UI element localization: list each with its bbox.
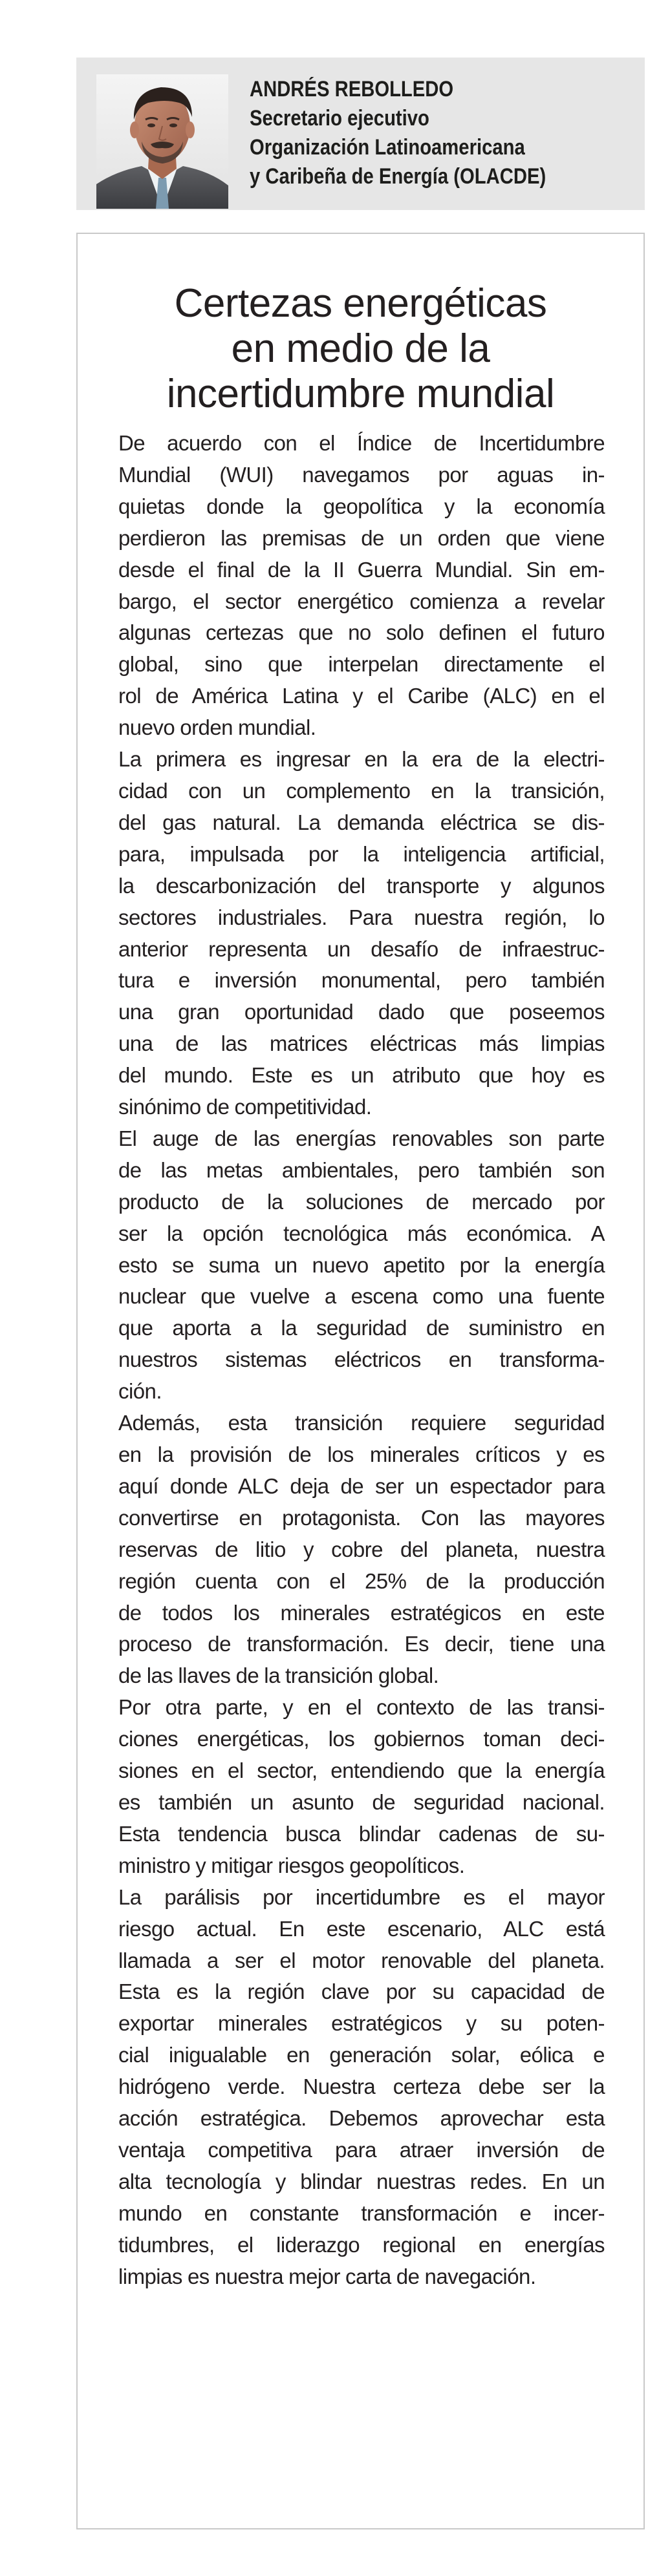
paragraph-line: ministro y mitigar riesgos geopolíticos.	[118, 1853, 465, 1877]
paragraph-line: reservas de litio y cobre del planeta, nuestra	[118, 1537, 605, 1561]
paragraph-line: ción.	[118, 1379, 162, 1404]
paragraph-line: es también un asunto de seguridad nacional.	[118, 1789, 605, 1814]
paragraph-line: nuevo orden mundial.	[118, 715, 316, 740]
paragraph-line: mundo en constante transformación e incer-	[118, 2201, 605, 2225]
paragraph-line: Además, esta transición requiere seguridad	[118, 1411, 605, 1435]
paragraph-line: región cuenta con el 25% de la producción	[118, 1568, 605, 1593]
paragraph-line: ventaja competitiva para atraer inversión de	[118, 2137, 605, 2162]
paragraph-line: aquí donde ALC deja de ser un espectador para	[118, 1473, 605, 1498]
paragraph-line: en la provisión de los minerales críticos y es	[118, 1442, 605, 1466]
paragraph-line: nuestros sistemas eléctricos en transforma-	[118, 1347, 605, 1372]
article-paragraph	[118, 1123, 605, 1408]
paragraph-line: tidumbres, el liderazgo regional en energías	[118, 2232, 605, 2257]
paragraph-line: alta tecnología y blindar nuestras redes. En un	[118, 2169, 605, 2193]
paragraph-line: acción estratégica. Debemos aprovechar esta	[118, 2106, 605, 2131]
paragraph-line: perdieron las premisas de un orden que viene	[118, 525, 605, 550]
author-organization-line-1: Organización Latinoamericana	[250, 135, 525, 160]
paragraph-line: De acuerdo con el Índice de Incertidumbre	[118, 431, 605, 455]
author-organization-line-2: y Caribeña de Energía (OLACDE)	[250, 164, 546, 189]
paragraph-line: La primera es ingresar en la era de la electri-	[118, 747, 605, 772]
paragraph-line: esto se suma un nuevo apetito por la energía	[118, 1252, 605, 1277]
paragraph-line: algunas certezas que no solo definen el futuro	[118, 620, 605, 645]
paragraph-line: global, sino que interpelan directamente el	[118, 652, 605, 677]
paragraph-line: que aporta a la seguridad de suministro en	[118, 1316, 605, 1340]
paragraph-line: cidad con un complemento en la transición,	[118, 778, 605, 803]
paragraph-line: producto de la soluciones de mercado por	[118, 1189, 605, 1214]
paragraph-line: limpias es nuestra mejor carta de navegación.	[118, 2264, 536, 2288]
paragraph-line: proceso de transformación. Es decir, tiene una	[118, 1632, 605, 1656]
paragraph-line: desde el final de la II Guerra Mundial. Sin em-	[118, 557, 605, 582]
paragraph-line: del mundo. Este es un atributo que hoy es	[118, 1063, 605, 1088]
paragraph-line: rol de América Latina y el Caribe (ALC) en el	[118, 684, 605, 708]
paragraph-line: ciones energéticas, los gobiernos toman deci-	[118, 1727, 605, 1751]
author-photo	[96, 74, 228, 209]
article-paragraph	[118, 1408, 605, 1692]
paragraph-line: riesgo actual. En este escenario, ALC está	[118, 1916, 605, 1941]
paragraph-line: bargo, el sector energético comienza a revelar	[118, 589, 605, 613]
paragraph-line: la descarbonización del transporte y algunos	[118, 873, 605, 898]
paragraph-line: de las llaves de la transición global.	[118, 1663, 439, 1688]
article-paragraph	[118, 428, 605, 744]
paragraph-line: tura e inversión monumental, pero también	[118, 968, 605, 993]
paragraph-line: una de las matrices eléctricas más limpias	[118, 1031, 605, 1056]
title-line: Certezas energéticas	[174, 280, 547, 326]
paragraph-line: una gran oportunidad dado que poseemos	[118, 1000, 605, 1024]
article-paragraph	[118, 1882, 605, 2293]
paragraph-line: nuclear que vuelve a escena como una fuente	[118, 1284, 605, 1309]
article-paragraph	[118, 744, 605, 1123]
paragraph-line: exportar minerales estratégicos y su poten-	[118, 2011, 605, 2036]
article-body	[118, 428, 605, 2292]
author-name: ANDRÉS REBOLLEDO	[250, 77, 454, 101]
paragraph-line: convertirse en protagonista. Con las mayores	[118, 1505, 605, 1530]
paragraph-line: para, impulsada por la inteligencia artificial,	[118, 841, 605, 866]
title-line: en medio de la	[231, 326, 490, 371]
paragraph-line: cial inigualable en generación solar, eólica e	[118, 2043, 605, 2067]
title-line: incertidumbre mundial	[166, 371, 555, 416]
paragraph-line: sinónimo de competitividad.	[118, 1095, 372, 1119]
author-info	[250, 75, 583, 191]
paragraph-line: La parálisis por incertidumbre es el mayor	[118, 1884, 605, 1909]
paragraph-line: llamada a ser el motor renovable del planeta.	[118, 1948, 605, 1972]
paragraph-line: Mundial (WUI) navegamos por aguas in-	[118, 462, 605, 487]
author-role: Secretario ejecutivo	[250, 106, 429, 131]
paragraph-line: Esta es la región clave por su capacidad de	[118, 1980, 605, 2004]
paragraph-line: sectores industriales. Para nuestra región, lo	[118, 905, 605, 929]
paragraph-line: hidrógeno verde. Nuestra certeza debe ser la	[118, 2075, 605, 2099]
paragraph-line: Esta tendencia busca blindar cadenas de su-	[118, 1821, 605, 1846]
article-paragraph	[118, 1692, 605, 1881]
paragraph-line: El auge de las energías renovables son parte	[118, 1126, 605, 1150]
paragraph-line: del gas natural. La demanda eléctrica se dis-	[118, 810, 605, 834]
paragraph-line: de las metas ambientales, pero también son	[118, 1157, 605, 1182]
paragraph-line: Por otra parte, y en el contexto de las transi-	[118, 1695, 605, 1720]
article-title	[76, 281, 645, 417]
paragraph-line: siones en el sector, entendiendo que la energía	[118, 1758, 605, 1783]
paragraph-line: ser la opción tecnológica más económica. A	[118, 1221, 605, 1245]
paragraph-line: quietas donde la geopolítica y la economía	[118, 494, 605, 518]
paragraph-line: de todos los minerales estratégicos en este	[118, 1600, 605, 1625]
paragraph-line: anterior representa un desafío de infraestruc-	[118, 936, 605, 961]
